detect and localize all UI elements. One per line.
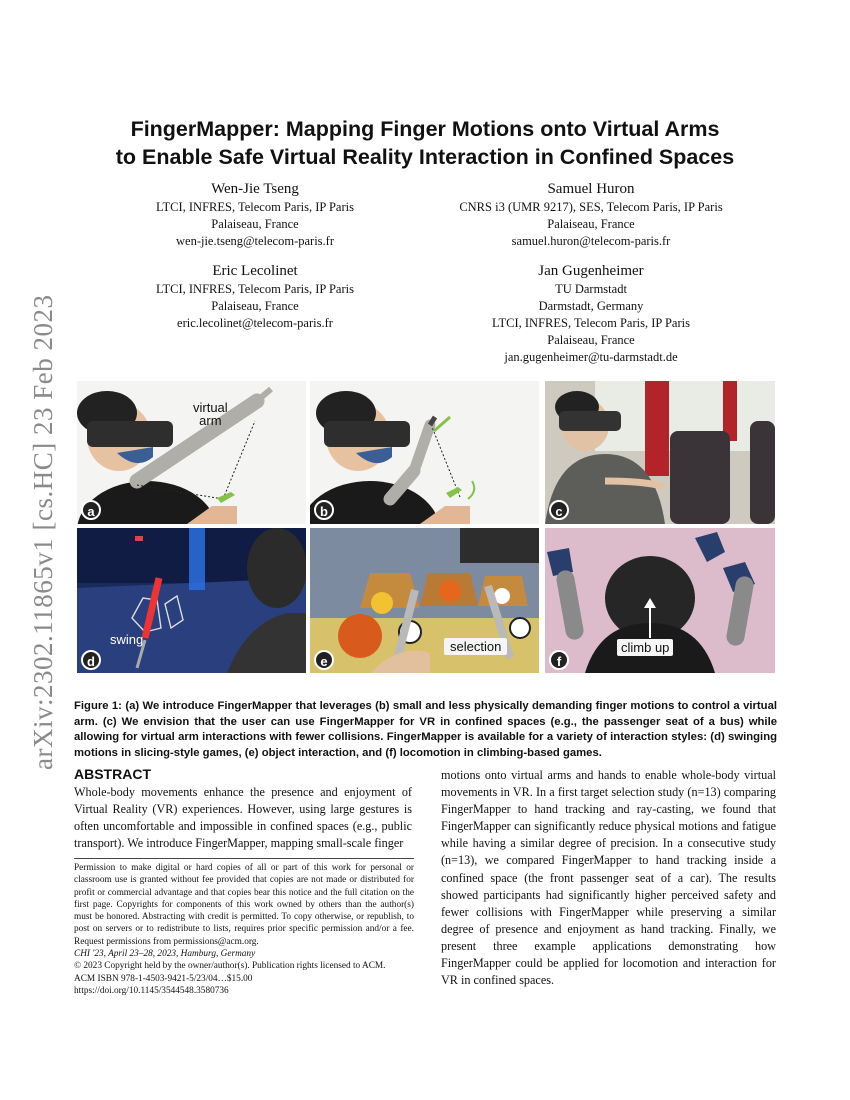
panel-d-annotation: swing (110, 632, 144, 647)
figure-panel-d (77, 528, 306, 673)
author-location: Darmstadt, Germany (538, 299, 644, 313)
author-email[interactable]: samuel.huron@telecom-paris.fr (511, 234, 671, 248)
abstract-left-column: Whole-body movements enhance the presence and enjoyment of Virtual Reality (VR) experiences. However, using large gestures is often uncomfortable and impossible in confined spaces (e.g., public transport). We introduce FingerMapper, mapping small-scale finger (74, 785, 412, 851)
panel-a-label: a (81, 500, 101, 520)
panel-f-annotation: climb up (617, 639, 673, 656)
author-affiliation-2: LTCI, INFRES, Telecom Paris, IP Paris (492, 316, 690, 330)
author-email[interactable]: jan.gugenheimer@tu-darmstadt.de (504, 350, 678, 364)
panel-a-illustration (77, 381, 306, 524)
figure-panel-b (310, 381, 539, 524)
author-affiliation: LTCI, INFRES, Telecom Paris, IP Paris (156, 282, 354, 296)
author-name: Eric Lecolinet (212, 263, 298, 279)
author-name: Wen-Jie Tseng (211, 181, 299, 197)
conference-info: CHI '23, April 23–28, 2023, Hamburg, Germany (74, 949, 256, 960)
title-line-2: to Enable Safe Virtual Reality Interaction in Confined Spaces (115, 145, 735, 169)
panel-f-label: f (549, 650, 569, 670)
panel-b-label: b (314, 500, 334, 520)
panel-a-annotation: virtual arm (193, 400, 228, 428)
arxiv-stamp (8, 294, 58, 770)
author-block-4 (440, 261, 742, 366)
doi-link[interactable]: https://doi.org/10.1145/3544548.3580736 (74, 985, 229, 996)
figure-caption: Figure 1: (a) We introduce FingerMapper that leverages (b) small and less physically demanding finger motions to control a virtual arm. (c) We envision that the user can use FingerMapper for VR in confined spaces (e.g., the passenger seat of a bus) while allowing for virtual arm interactions with fewer collisions. FingerMapper is available for a variety of interaction styles: (d) swinging motions in slicing-style games, (e) object interaction, and (f) locomotion in climbing-based games. (74, 700, 777, 759)
author-block-2 (440, 179, 742, 250)
abstract-heading: ABSTRACT (74, 766, 151, 782)
author-affiliation: TU Darmstadt (555, 282, 627, 296)
paper-title (60, 115, 790, 171)
author-name: Jan Gugenheimer (538, 263, 644, 279)
panel-e-label: e (314, 650, 334, 670)
author-name: Samuel Huron (547, 181, 635, 197)
author-affiliation: CNRS i3 (UMR 9217), SES, Telecom Paris, IP Paris (459, 200, 723, 214)
author-block-3 (130, 261, 380, 332)
title-line-1: FingerMapper: Mapping Finger Motions onto Virtual Arms (130, 117, 720, 141)
author-affiliation: LTCI, INFRES, Telecom Paris, IP Paris (156, 200, 354, 214)
figure-panel-a (77, 381, 306, 524)
panel-d-label: d (81, 650, 101, 670)
author-location: Palaiseau, France (211, 299, 299, 313)
figure-panel-c (545, 381, 775, 524)
figure-panel-e (310, 528, 539, 673)
author-location-2: Palaiseau, France (547, 333, 635, 347)
panel-d-illustration (77, 528, 306, 673)
author-email[interactable]: wen-jie.tseng@telecom-paris.fr (176, 234, 334, 248)
figure-panel-f (545, 528, 775, 673)
panel-b-illustration (310, 381, 539, 524)
permission-block (74, 858, 414, 997)
permission-divider (74, 858, 414, 859)
arxiv-stamp-text: arXiv:2302.11865v1 [cs.HC] 23 Feb 2023 (28, 294, 58, 770)
isbn-line: ACM ISBN 978-1-4503-9421-5/23/04…$15.00 (74, 973, 253, 984)
panel-e-annotation: selection (444, 638, 507, 655)
author-block-1 (130, 179, 380, 250)
author-location: Palaiseau, France (211, 217, 299, 231)
abstract-right-column: motions onto virtual arms and hands to enable whole-body virtual movements in VR. In a first target selection study (n=13) comparing FingerMapper to hand tracking and ray-casting, we found that FingerMapper can significantly reduce physical motions and fatigue while having a similar degree of precision. In a consecutive study (n=13), we compared FingerMapper to hand tracking inside a confined space (the front passenger seat of a car). The results showed participants had significantly higher perceived safety and fewer collisions with FingerMapper while preserving a similar degree of presence and enjoyment as hand tracking. Finally, we present three example applications demonstrating how FingerMapper could be applied for locomotion and interaction for VR in confined spaces. (441, 768, 776, 988)
panel-c-illustration (545, 381, 775, 524)
copyright-line: © 2023 Copyright held by the owner/author(s). Publication rights licensed to ACM. (74, 961, 386, 972)
panel-c-label: c (549, 500, 569, 520)
permission-text: Permission to make digital or hard copies of all or part of this work for personal or classroom use is granted without fee provided that copies are not made or distributed for profit or commercial advantage and that copies bear this notice and the full citation on the first page. Copyrights for components of this work owned by others than the author(s) must be honored. Abstracting with credit is permitted. To copy otherwise, or republish, to post on servers or to redistribute to lists, requires prior specific permission and/or a fee. Request permissions from permissions@acm.org. (74, 863, 414, 947)
author-email[interactable]: eric.lecolinet@telecom-paris.fr (177, 316, 333, 330)
author-location: Palaiseau, France (547, 217, 635, 231)
